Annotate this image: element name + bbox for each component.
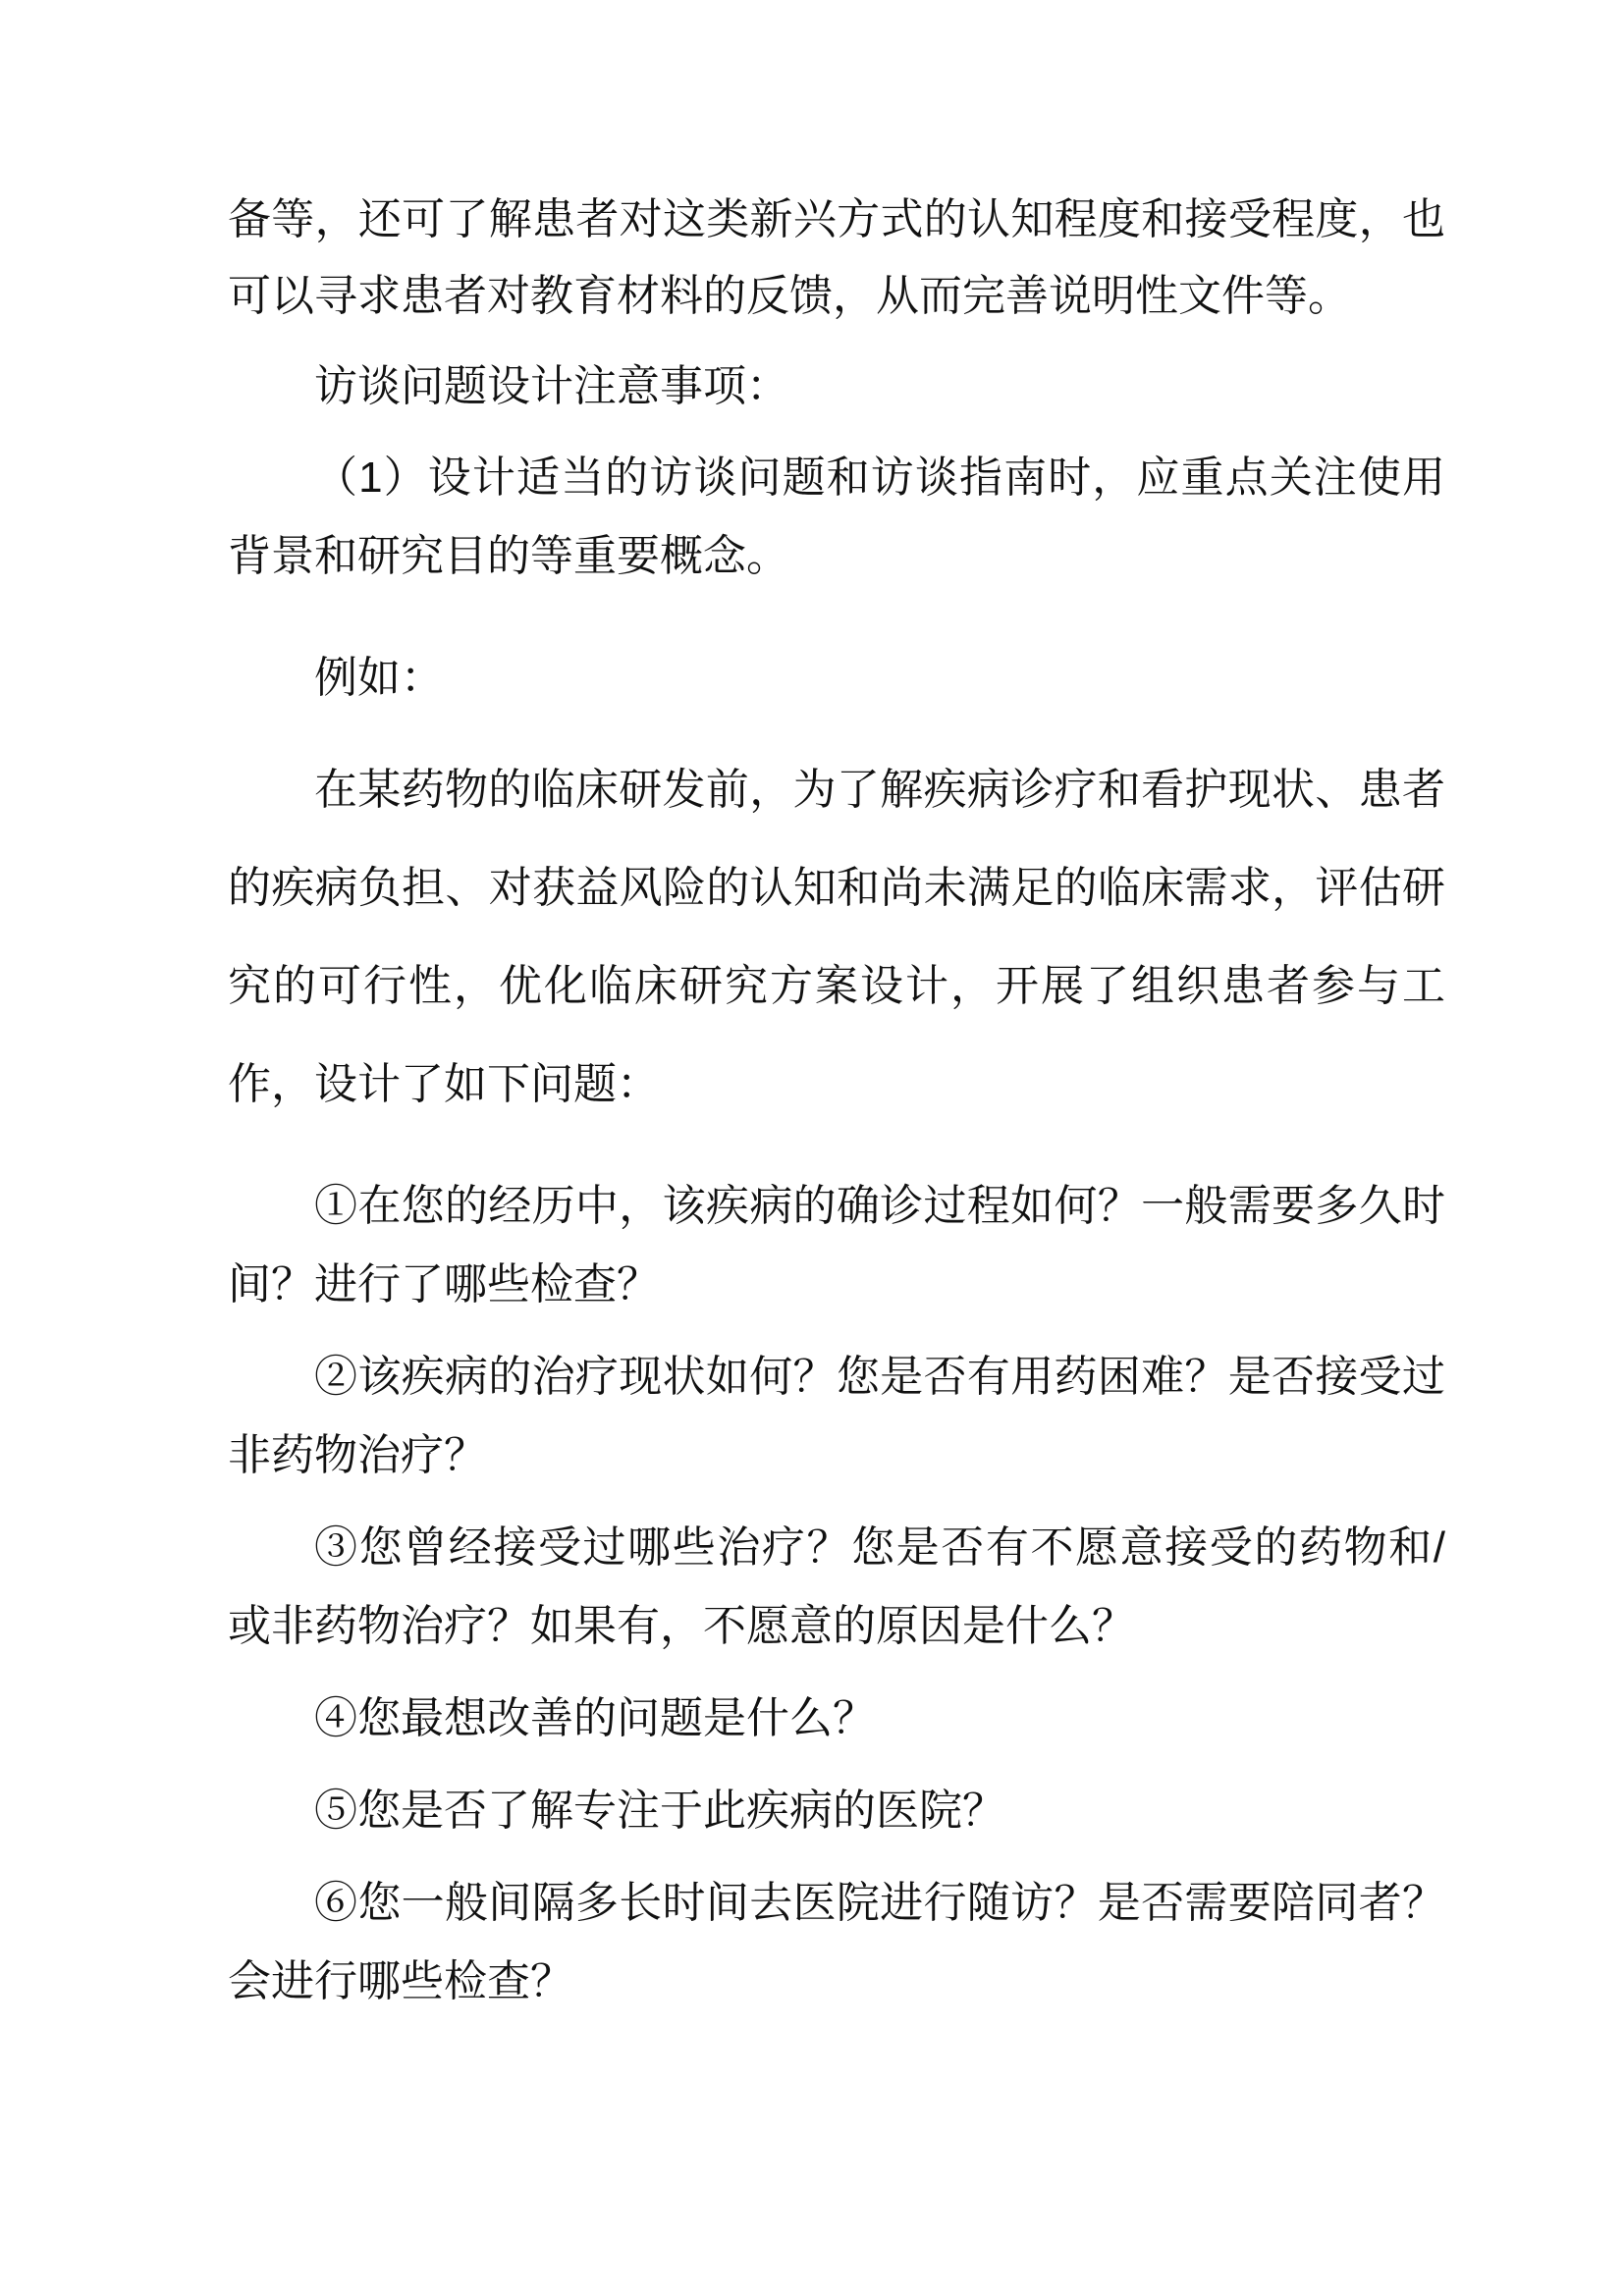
spacer — [228, 596, 1445, 629]
spacer — [228, 1850, 1445, 1864]
spacer — [228, 1134, 1445, 1167]
spacer — [228, 1324, 1445, 1338]
spacer — [228, 425, 1445, 439]
spacer — [228, 1758, 1445, 1772]
paragraph-example-label: 例如： — [314, 654, 444, 702]
paragraph-item-1: （1）设计适当的访谈问题和访谈指南时，应重点关注使用背景和研究目的等重要概念。 — [228, 454, 1445, 580]
paragraph-question-4: ④您最想改善的问题是什么？ — [314, 1694, 876, 1742]
spacer — [228, 1495, 1445, 1509]
paragraph-continuation: 备等，还可了解患者对这类新兴方式的认知程度和接受程度，也可以寻求患者对教育材料的反馈，从而完善说明性文件等。 — [228, 195, 1445, 320]
paragraph-example-body: 在某药物的临床研发前，为了解疾病诊疗和看护现状、患者的疾病负担、对获益风险的认知和尚未满足的临床需求，评估研究的可行性，优化临床研究方案设计，开展了组织患者参与工作，设计了如下问题： — [228, 766, 1445, 1108]
paragraph-notes-heading: 访谈问题设计注意事项： — [314, 362, 789, 410]
spacer — [228, 1666, 1445, 1680]
spacer — [228, 335, 1445, 348]
paragraph-question-6: ⑥您一般间隔多长时间去医院进行随访？是否需要陪同者？会进行哪些检查？ — [228, 1879, 1445, 2005]
spacer — [228, 727, 1445, 741]
document-body — [228, 182, 1445, 2021]
paragraph-question-1: ①在您的经历中，该疾病的确诊过程如何？一般需要多久时间？进行了哪些检查？ — [228, 1182, 1445, 1308]
paragraph-question-2: ②该疾病的治疗现状如何？您是否有用药困难？是否接受过非药物治疗？ — [228, 1353, 1445, 1479]
paragraph-question-5: ⑤您是否了解专注于此疾病的医院？ — [314, 1787, 1005, 1835]
paragraph-question-3: ③您曾经接受过哪些治疗？您是否有不愿意接受的药物和/或非药物治疗？如果有，不愿意的原因是什么？ — [228, 1523, 1445, 1650]
